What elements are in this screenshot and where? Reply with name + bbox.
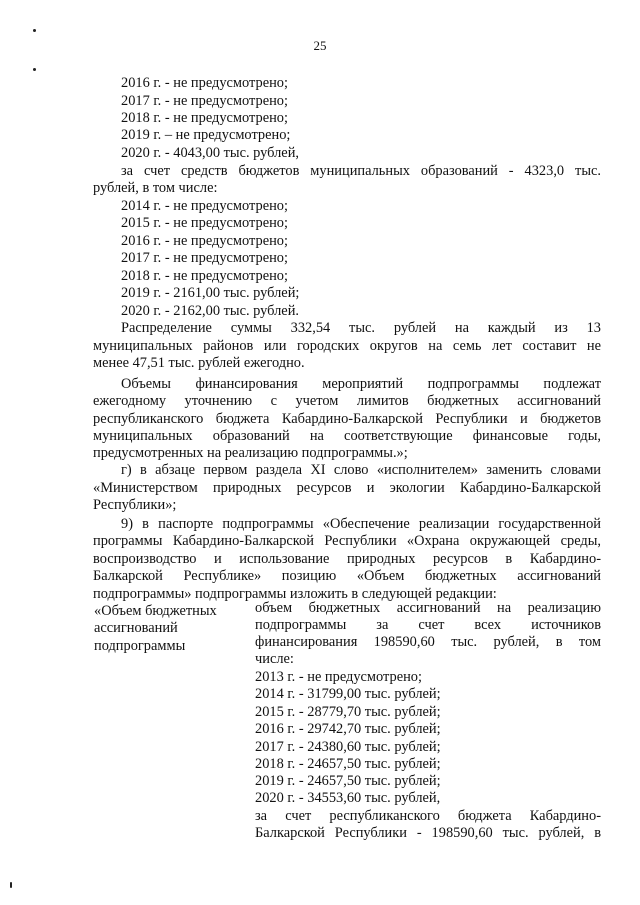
text-line: муниципальных образований на соответствующие финансовые годы, — [93, 428, 601, 444]
text-line: рублей, в том числе: — [93, 180, 218, 196]
text-line: г) в абзаце первом раздела XI слово «исполнителем» заменить словами — [121, 462, 601, 478]
text-line: воспроизводство и использование природных ресурсов в Кабардино- — [93, 551, 601, 567]
text-line: Распределение суммы 332,54 тыс. рублей на каждый из 13 — [121, 320, 601, 336]
table-text-line: Балкарской Республики - 198590,60 тыс. рублей, в — [255, 825, 601, 841]
table-text-line: объем бюджетных ассигнований на реализацию — [255, 600, 601, 616]
table-text-line: 2015 г. - 28779,70 тыс. рублей; — [255, 704, 441, 720]
text-line: 2017 г. - не предусмотрено; — [121, 93, 288, 109]
text-line: ежегодному уточнению с учетом лимитов бюджетных ассигнований — [93, 393, 601, 409]
text-line: республиканского бюджета Кабардино-Балкарской Республики и бюджетов — [93, 411, 601, 427]
text-line: подпрограммы» подпрограммы изложить в следующей редакции: — [93, 586, 497, 602]
text-line: Республики»; — [93, 497, 177, 513]
text-line: программы Кабардино-Балкарской Республики «Охрана окружающей среды, — [93, 533, 601, 549]
text-line: муниципальных районов или городских округов на семь лет составит не — [93, 338, 601, 354]
text-line: 2017 г. - не предусмотрено; — [121, 250, 288, 266]
text-line: 2016 г. - не предусмотрено; — [121, 233, 288, 249]
text-line: 2016 г. - не предусмотрено; — [121, 75, 288, 91]
table-text-line: числе: — [255, 651, 294, 667]
text-line: менее 47,51 тыс. рублей ежегодно. — [93, 355, 305, 371]
scan-mark — [33, 29, 36, 32]
text-line: Объемы финансирования мероприятий подпрограммы подлежат — [121, 376, 601, 392]
scan-mark — [10, 882, 12, 888]
table-text-line: финансирования 198590,60 тыс. рублей, в том — [255, 634, 601, 650]
table-text-line: 2014 г. - 31799,00 тыс. рублей; — [255, 686, 441, 702]
table-label-line: «Объем бюджетных — [94, 603, 217, 619]
table-text-line: за счет республиканского бюджета Кабардино- — [255, 808, 601, 824]
text-line: 2018 г. - не предусмотрено; — [121, 110, 288, 126]
table-text-line: 2019 г. - 24657,50 тыс. рублей; — [255, 773, 441, 789]
table-text-line: 2018 г. - 24657,50 тыс. рублей; — [255, 756, 441, 772]
text-line: 2019 г. – не предусмотрено; — [121, 127, 291, 143]
text-line: 2020 г. - 4043,00 тыс. рублей, — [121, 145, 299, 161]
text-line: Балкарской Республике» позицию «Объем бюджетных ассигнований — [93, 568, 601, 584]
text-line: за счет средств бюджетов муниципальных образований - 4323,0 тыс. — [121, 163, 601, 179]
table-text-line: 2020 г. - 34553,60 тыс. рублей, — [255, 790, 441, 806]
table-label-line: подпрограммы — [94, 638, 186, 654]
text-line: «Министерством природных ресурсов и экологии Кабардино-Балкарской — [93, 480, 601, 496]
scan-mark — [33, 68, 36, 71]
table-text-line: подпрограммы за счет всех источников — [255, 617, 601, 633]
page-number: 25 — [313, 38, 327, 53]
table-text-line: 2013 г. - не предусмотрено; — [255, 669, 422, 685]
table-text-line: 2017 г. - 24380,60 тыс. рублей; — [255, 739, 441, 755]
text-line: 2020 г. - 2162,00 тыс. рублей. — [121, 303, 299, 319]
table-label-line: ассигнований — [94, 620, 178, 636]
text-line: 9) в паспорте подпрограммы «Обеспечение реализации государственной — [121, 516, 601, 532]
table-text-line: 2016 г. - 29742,70 тыс. рублей; — [255, 721, 441, 737]
text-line: 2019 г. - 2161,00 тыс. рублей; — [121, 285, 300, 301]
text-line: предусмотренных на реализацию подпрограммы.»; — [93, 445, 408, 461]
text-line: 2014 г. - не предусмотрено; — [121, 198, 288, 214]
text-line: 2018 г. - не предусмотрено; — [121, 268, 288, 284]
text-line: 2015 г. - не предусмотрено; — [121, 215, 288, 231]
